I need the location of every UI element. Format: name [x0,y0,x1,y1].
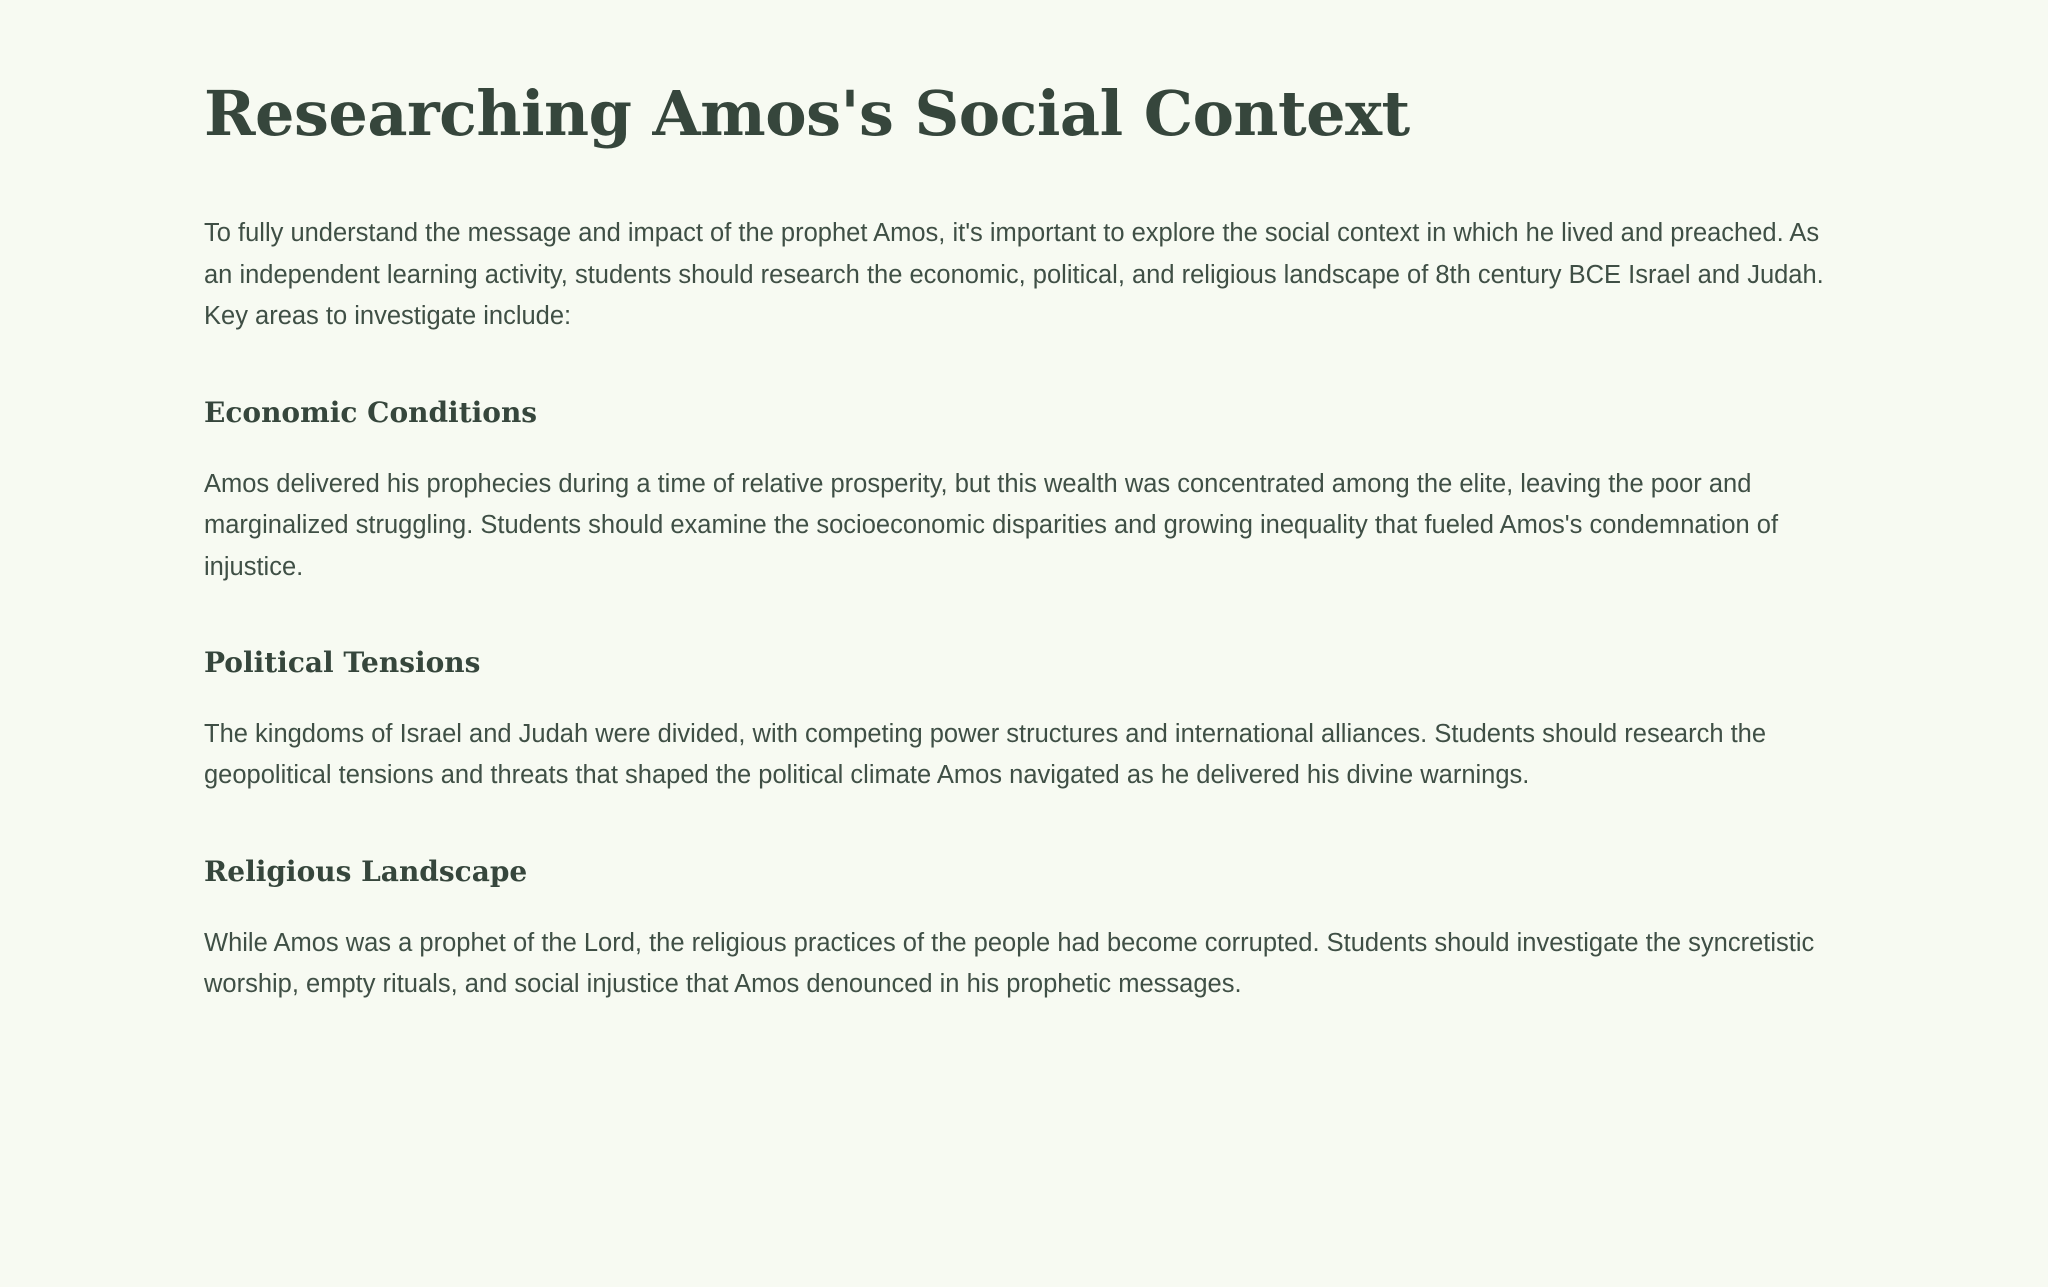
section-economic-conditions [204,396,1844,588]
section-religious-landscape [204,855,1844,1006]
page-title: Researching Amos's Social Context [204,77,1410,150]
section-body-political-tensions: The kingdoms of Israel and Judah were divided, with competing power structures and international alliances. Students should research the geopolitical tensions and threats that shaped the political climate Amos navigated as he delivered his divine warnings. [204,719,1767,790]
section-body-economic-conditions: Amos delivered his prophecies during a time of relative prosperity, but this wealth was concentrated among the elite, leaving the poor and marginalized struggling. Students should examine the socioeconomic disparities and growing inequality that fueled Amos's condemnation of injustice. [204,469,1779,581]
intro-paragraph: To fully understand the message and impact of the prophet Amos, it's important to explore the social context in which he lived and preached. As an independent learning activity, students should research the economic, political, and religious landscape of 8th century BCE Israel and Judah. Key areas to investigate include: [204,219,1824,331]
section-body-religious-landscape: While Amos was a prophet of the Lord, the religious practices of the people had become corrupted. Students should investigate the syncretistic worship, empty rituals, and social injustice that Amos denounced in his prophetic messages. [204,928,1815,999]
section-heading-economic-conditions: Economic Conditions [204,395,538,429]
section-political-tensions [204,646,1844,797]
document-content [94,78,1954,1006]
section-heading-political-tensions: Political Tensions [204,646,481,680]
section-heading-religious-landscape: Religious Landscape [204,854,528,888]
